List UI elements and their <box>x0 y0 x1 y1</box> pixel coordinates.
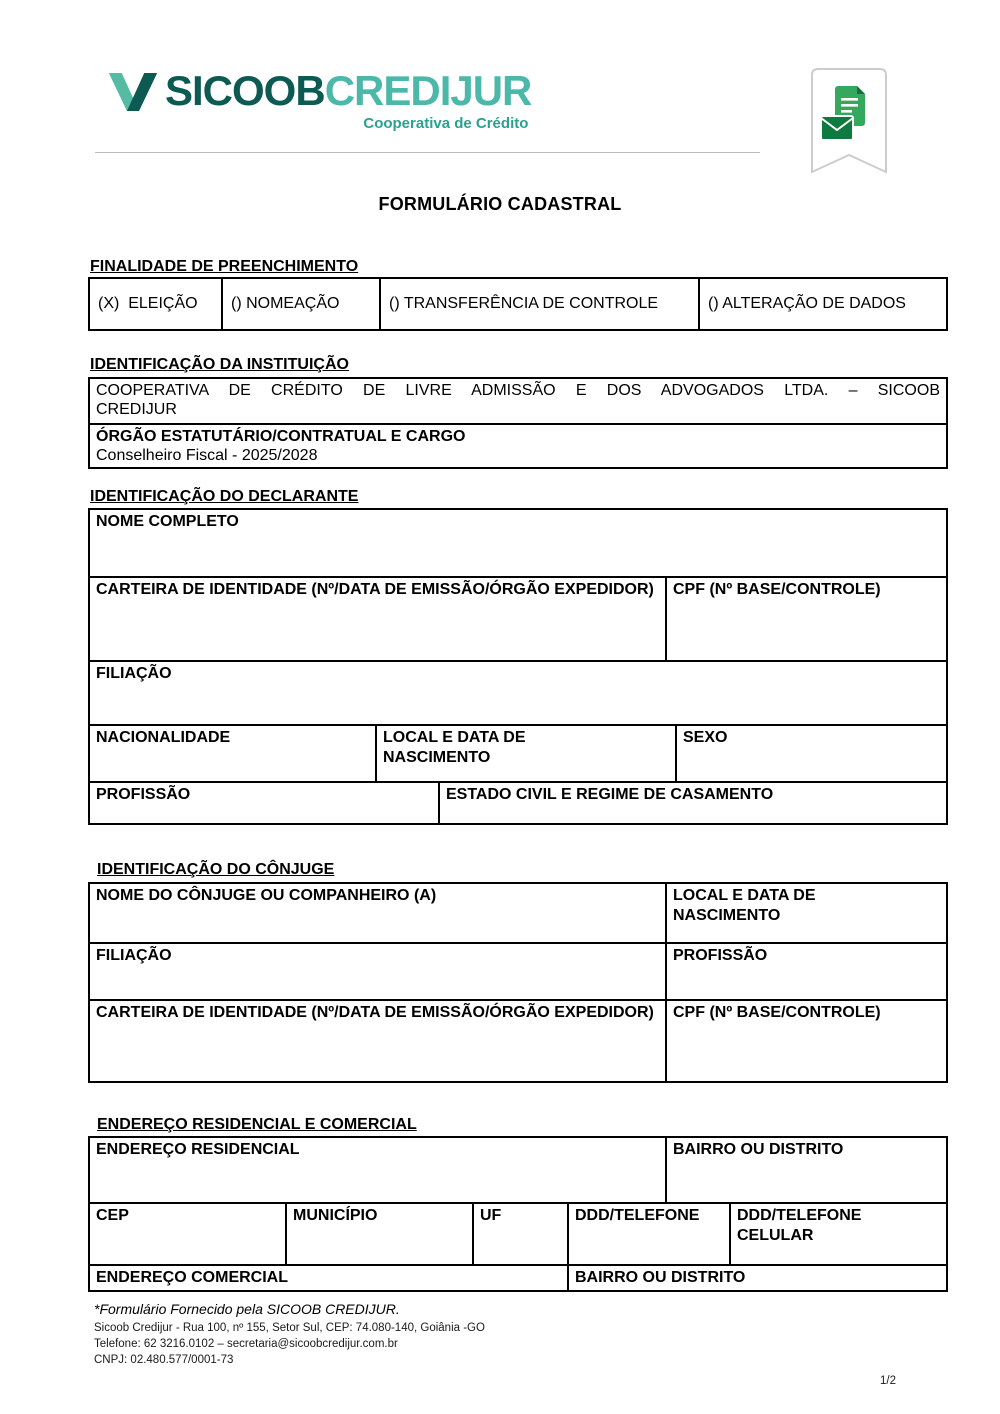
field-sexo[interactable] <box>675 726 946 781</box>
field-label: UF <box>480 1207 502 1224</box>
page-number: 1/2 <box>880 1374 896 1387</box>
table-row <box>90 724 946 781</box>
brand-tagline: Cooperativa de Crédito <box>363 115 529 132</box>
sicoob-v-icon <box>108 73 158 111</box>
field-local-data-nascimento-conjuge[interactable] <box>665 884 946 942</box>
field-ddd-telefone-celular[interactable] <box>729 1204 946 1264</box>
field-nome-conjuge[interactable] <box>90 884 665 942</box>
field-endereco-comercial[interactable] <box>90 1266 567 1290</box>
footer-cnpj: CNPJ: 02.480.577/0001-73 <box>94 1353 234 1366</box>
field-uf[interactable] <box>472 1204 567 1264</box>
field-label: LOCAL E DATA DE NASCIMENTO <box>673 887 816 924</box>
field-profissao-conjuge[interactable] <box>665 944 946 999</box>
endereco-table <box>88 1136 948 1292</box>
field-label: DDD/TELEFONE <box>575 1207 700 1224</box>
field-label: PROFISSÃO <box>673 947 768 964</box>
brand-name <box>165 67 532 114</box>
field-municipio[interactable] <box>285 1204 472 1264</box>
declarante-table <box>88 508 948 825</box>
finalidade-row <box>90 279 946 329</box>
field-bairro-comercial[interactable] <box>567 1266 946 1290</box>
field-label: ESTADO CIVIL E REGIME DE CASAMENTO <box>446 786 774 803</box>
field-label: ENDEREÇO COMERCIAL <box>96 1269 289 1286</box>
table-row <box>90 942 946 999</box>
table-row <box>90 999 946 1081</box>
finalidade-table <box>88 277 948 331</box>
footer-phone-email: Telefone: 62 3216.0102 – secretaria@sicoobcredijur.com.br <box>94 1337 398 1350</box>
table-row <box>90 510 946 576</box>
field-label: NOME DO CÔNJUGE OU COMPANHEIRO (A) <box>96 887 437 904</box>
option-alteracao-dados[interactable]: () ALTERAÇÃO DE DADOS <box>698 279 946 329</box>
field-carteira-identidade-conjuge[interactable] <box>90 1001 665 1081</box>
field-label: FILIAÇÃO <box>96 665 172 682</box>
footer-address: Sicoob Credijur - Rua 100, nº 155, Setor Sul, CEP: 74.080-140, Goiânia -GO <box>94 1322 485 1334</box>
page-footer <box>88 1301 948 1387</box>
field-ddd-telefone[interactable] <box>567 1204 729 1264</box>
instituicao-nome <box>90 379 946 423</box>
instituicao-nome-linha2: CREDIJUR <box>96 401 177 419</box>
header-divider <box>95 152 760 153</box>
field-bairro-residencial[interactable] <box>665 1138 946 1202</box>
option-eleicao[interactable]: (X) ELEIÇÃO <box>98 295 198 312</box>
logo-text <box>165 67 532 132</box>
field-cpf[interactable] <box>665 578 946 660</box>
field-local-data-nascimento[interactable] <box>375 726 675 781</box>
section-heading-finalidade: FINALIDADE DE PREENCHIMENTO <box>90 258 359 275</box>
field-label: CARTEIRA DE IDENTIDADE (Nº/DATA DE EMISSÃO/ÓRGÃO EXPEDIDOR) <box>96 1004 654 1021</box>
field-estado-civil[interactable] <box>438 783 946 823</box>
field-filiacao[interactable] <box>90 662 946 724</box>
field-label: CPF (Nº BASE/CONTROLE) <box>673 1004 881 1021</box>
instituicao-orgao <box>90 423 946 467</box>
field-label: BAIRRO OU DISTRITO <box>673 1141 844 1158</box>
field-label: ENDEREÇO RESIDENCIAL <box>96 1141 300 1158</box>
field-label: SEXO <box>683 729 728 746</box>
section-heading-instituicao: IDENTIFICAÇÃO DA INSTITUIÇÃO <box>90 356 349 373</box>
option-nomeacao[interactable]: () NOMEAÇÃO <box>221 279 379 329</box>
table-row <box>90 576 946 660</box>
table-row <box>90 884 946 942</box>
field-label: BAIRRO OU DISTRITO <box>575 1269 746 1286</box>
field-label: NACIONALIDADE <box>96 729 231 746</box>
field-label: DDD/TELEFONE CELULAR <box>737 1207 862 1244</box>
brand-name-sicoob: SICOOB <box>165 67 325 114</box>
field-cpf-conjuge[interactable] <box>665 1001 946 1081</box>
section-heading-endereco: ENDEREÇO RESIDENCIAL E COMERCIAL <box>97 1116 417 1133</box>
section-heading-declarante: IDENTIFICAÇÃO DO DECLARANTE <box>90 488 359 505</box>
table-row <box>90 1138 946 1202</box>
table-row <box>90 1202 946 1264</box>
field-nome-completo[interactable] <box>90 510 946 576</box>
table-row <box>90 660 946 724</box>
field-label: CEP <box>96 1207 129 1224</box>
instituicao-nome-linha1: COOPERATIVA DE CRÉDITO DE LIVRE ADMISSÃO E DOS ADVOGADOS LTDA. – SICOOB <box>96 382 940 399</box>
field-label: FILIAÇÃO <box>96 947 172 964</box>
field-filiacao-conjuge[interactable] <box>90 944 665 999</box>
field-cep[interactable] <box>90 1204 285 1264</box>
field-label: CPF (Nº BASE/CONTROLE) <box>673 581 881 598</box>
section-heading-conjuge: IDENTIFICAÇÃO DO CÔNJUGE <box>97 861 335 878</box>
sicoob-logo <box>108 67 532 132</box>
field-label: LOCAL E DATA DE NASCIMENTO <box>383 729 526 766</box>
instituicao-box <box>88 377 948 469</box>
field-endereco-residencial[interactable] <box>90 1138 665 1202</box>
table-row <box>90 781 946 823</box>
field-nacionalidade[interactable] <box>90 726 375 781</box>
field-label: NOME COMPLETO <box>96 513 239 530</box>
field-profissao[interactable] <box>90 783 438 823</box>
table-row <box>90 1264 946 1290</box>
conjuge-table <box>88 882 948 1083</box>
document-title: FORMULÁRIO CADASTRAL <box>378 194 622 214</box>
brand-name-credijur: CREDIJUR <box>324 67 532 114</box>
footer-note: *Formulário Fornecido pela SICOOB CREDIJUR. <box>94 1301 400 1317</box>
field-label: MUNICÍPIO <box>293 1207 378 1224</box>
document-envelope-icon <box>804 64 894 178</box>
orgao-label: ÓRGÃO ESTATUTÁRIO/CONTRATUAL E CARGO <box>96 428 466 445</box>
option-transferencia-controle[interactable]: () TRANSFERÊNCIA DE CONTROLE <box>379 279 698 329</box>
orgao-valor: Conselheiro Fiscal - 2025/2028 <box>96 447 318 465</box>
field-label: CARTEIRA DE IDENTIDADE (Nº/DATA DE EMISSÃO/ÓRGÃO EXPEDIDOR) <box>96 581 654 598</box>
field-label: PROFISSÃO <box>96 786 191 803</box>
field-carteira-identidade[interactable] <box>90 578 665 660</box>
